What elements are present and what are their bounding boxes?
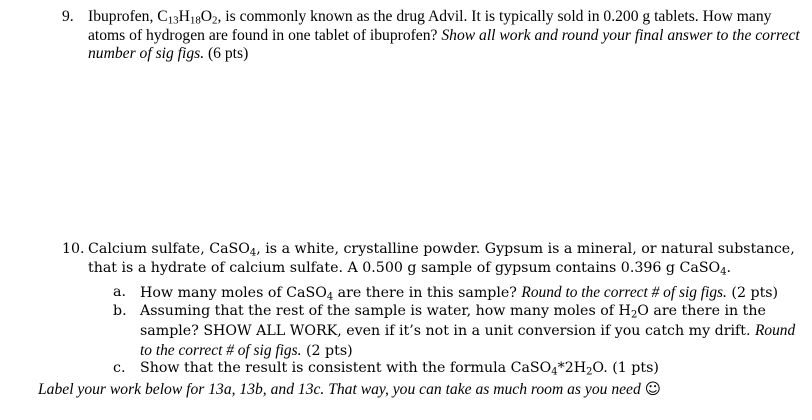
question-text: Ibuprofen, $C_{13}H_{18}O_2$, is commonly known as the drug Advil. It is typically sold in 0.200 g tablets. How many atoms of hydrogen are found in one tablet of ibuprofen? Show all work and round your final answer to the correct number of sig figs. (6 pts) [88, 8, 800, 62]
points-label: (2 pts) [301, 343, 353, 359]
subquestion-text: Show that the result is consistent with the formula $CaSO_4*2H_2O$. (1 pts) [140, 360, 659, 378]
subquestion-text: How many moles of CaSO$_4$ are there in this sample? Round to the correct # of sig figs. (2 pts) [140, 284, 779, 303]
subquestion-label: c. [113, 360, 126, 376]
footer-instruction: Label your work below for 13a, 13b, and 13c. That way, you can take as much room as you need ☺ [38, 380, 661, 398]
subquestion-b [113, 302, 803, 361]
smiley-icon: ☺ [644, 380, 661, 398]
instruction-text: Show all work and round your final answer to the correct number of sig figs. [88, 26, 800, 62]
instruction-text: Round to the correct # of sig figs. [521, 284, 727, 301]
points-label: (6 pts) [204, 45, 249, 62]
question-9 [62, 8, 802, 64]
instruction-text: Round to the correct # of sig figs. [140, 322, 796, 359]
subquestion-text: Assuming that the rest of the sample is water, how many moles of $H_2O$ are there in the sample? SHOW ALL WORK, even if it’s not in a unit conversion if you catch my drift. Round to the correct # of sig figs. (2 pts) [140, 303, 796, 359]
question-10 [62, 240, 807, 278]
question-text: Calcium sulfate, CaSO$_4$, is a white, crystalline powder. Gypsum is a mineral, or natural substance, that is a hydrate of calcium sulfate. A 0.500 g sample of gypsum contains 0.396 g CaSO$_4$. [88, 241, 795, 278]
question-number: 10. [62, 241, 85, 257]
subquestion-a [113, 283, 803, 303]
points-label: (2 pts) [726, 285, 779, 301]
subquestion-c [113, 359, 803, 378]
subquestion-label: b. [113, 303, 127, 319]
question-number: 9. [62, 8, 74, 25]
subquestion-label: a. [113, 284, 126, 300]
